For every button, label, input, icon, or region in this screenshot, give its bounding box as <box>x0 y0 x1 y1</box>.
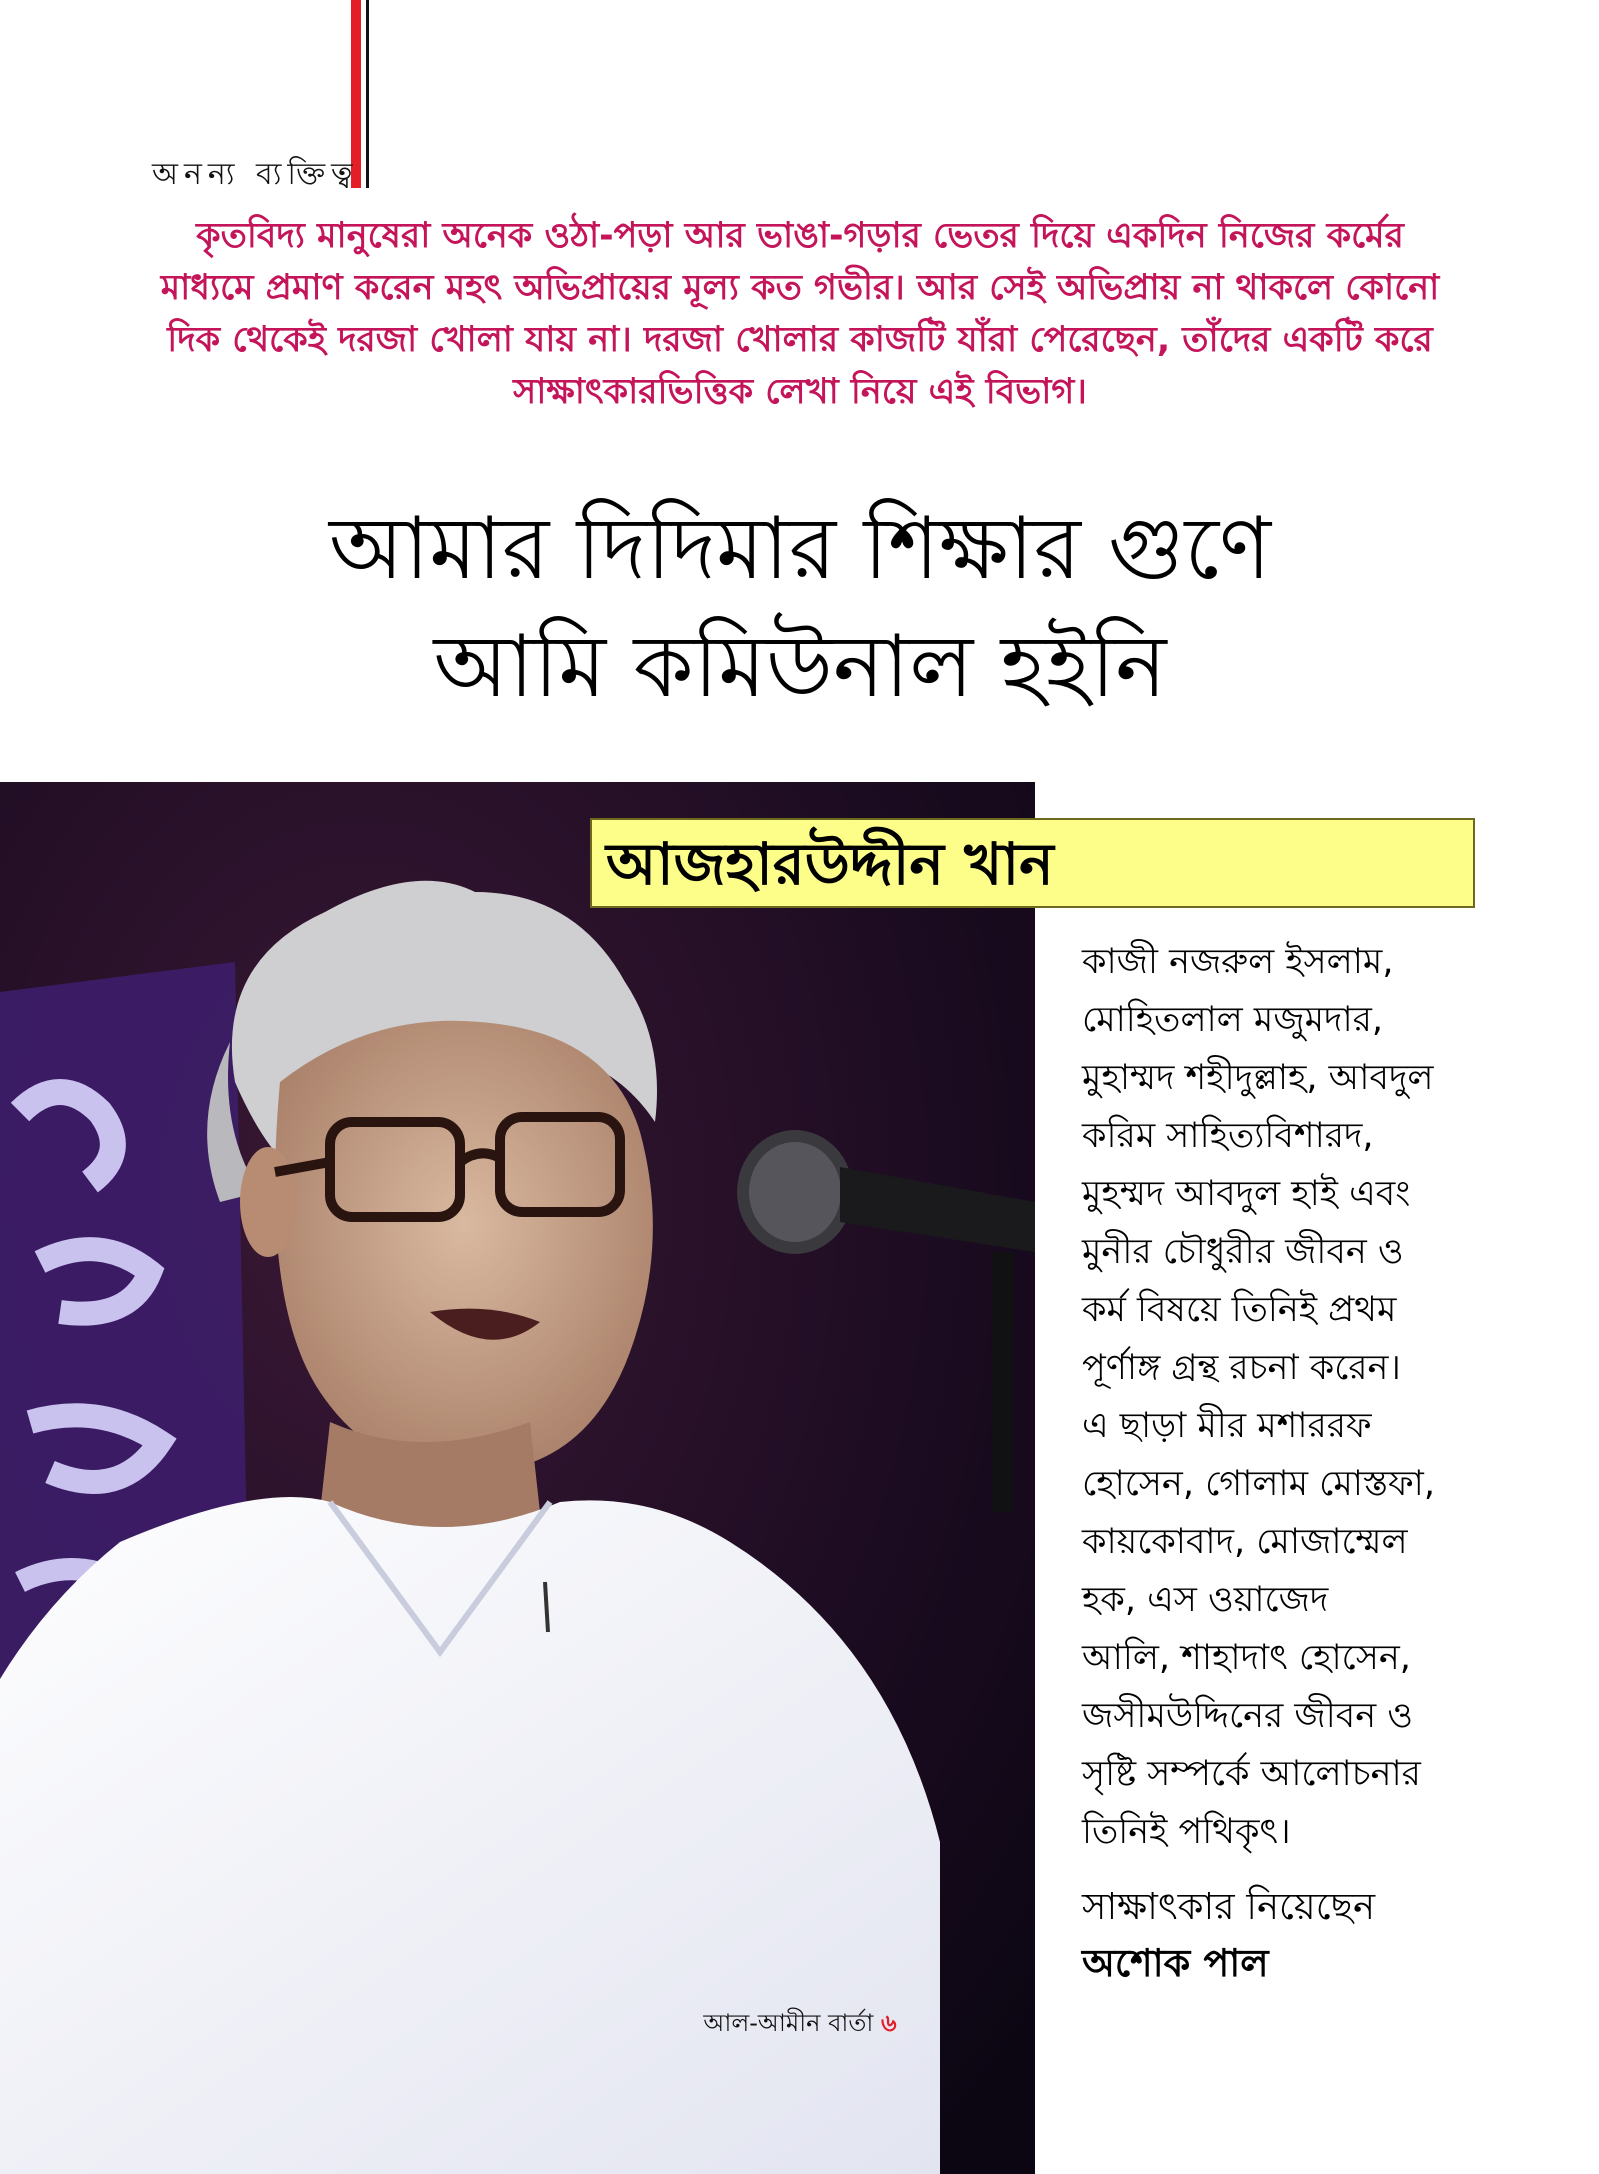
bio-line: মুহাম্মদ শহীদুল্লাহ, আবদুল <box>1082 1058 1434 1098</box>
subject-name-box <box>590 818 1475 908</box>
face <box>275 1021 653 1473</box>
intro-paragraph: কৃতবিদ্য মানুষেরা অনেক ওঠা-পড়া আর ভাঙা-গড়ার ভেতর দিয়ে একদিন নিজের কর্মের মাধ্যমে প্রমাণ করেন মহৎ অভিপ্রায়ের মূল্য কত গভীর। আর সেই অভিপ্রায় না থাকলে কোনো দিক থেকেই দরজা খোলা যায় না। দরজা খোলার কাজটি যাঁরা পেরেছেন, তাঁদের একটি করে সাক্ষাৎকারভিত্তিক লেখা নিয়ে এই বিভাগ। <box>160 216 1440 412</box>
bio-line: কায়কোবাদ, মোজাম্মেল <box>1082 1522 1408 1562</box>
bio-line: সৃষ্টি সম্পর্কে আলোচনার <box>1082 1754 1421 1794</box>
bio-column <box>1082 933 1492 1861</box>
shirt <box>0 1497 940 2174</box>
headline-line-2: আমি কমিউনাল হইনি <box>433 617 1167 717</box>
bio-line: হক, এস ওয়াজেদ <box>1082 1580 1329 1620</box>
interview-credit-label: সাক্ষাৎকার নিয়েছেন <box>1082 1885 1376 1928</box>
headline <box>80 490 1520 726</box>
bio-line: করিম সাহিত্যবিশারদ, <box>1082 1116 1374 1156</box>
magazine-name: আল-আমীন বার্তা <box>703 2009 874 2037</box>
bio-line: হোসেন, গোলাম মোস্তফা, <box>1082 1464 1435 1504</box>
page-number: ৬ <box>881 2009 897 2037</box>
bio-line: জসীমউদ্দিনের জীবন ও <box>1082 1696 1413 1736</box>
headline-line-1: আমার দিদিমার শিক্ষার গুণে <box>328 499 1272 599</box>
bio-line: কাজী নজরুল ইসলাম, <box>1082 942 1394 982</box>
subject-name: আজহারউদ্দীন খান <box>606 830 1054 898</box>
bio-line: এ ছাড়া মীর মশাররফ <box>1082 1406 1372 1446</box>
bio-line: কর্ম বিষয়ে তিনিই প্রথম <box>1082 1290 1397 1330</box>
subject-photo <box>0 782 1035 2174</box>
bio-line: মুহম্মদ আবদুল হাই এবং <box>1082 1174 1411 1214</box>
bio-line: আলি, শাহাদাৎ হোসেন, <box>1082 1638 1411 1678</box>
page-footer <box>660 2005 940 2045</box>
header-black-rule <box>366 0 369 188</box>
bio-line: তিনিই পথিকৃৎ। <box>1082 1812 1291 1852</box>
bio-line: মুনীর চৌধুরীর জীবন ও <box>1082 1232 1404 1272</box>
section-label: অনন্য ব্যক্তিত্ব <box>152 157 359 192</box>
interviewer-name: অশোক পাল <box>1082 1941 1269 1985</box>
bio-line: মোহিতলাল মজুমদার, <box>1082 1000 1383 1040</box>
bio-line: পূর্ণাঙ্গ গ্রন্থ রচনা করেন। <box>1082 1348 1401 1388</box>
